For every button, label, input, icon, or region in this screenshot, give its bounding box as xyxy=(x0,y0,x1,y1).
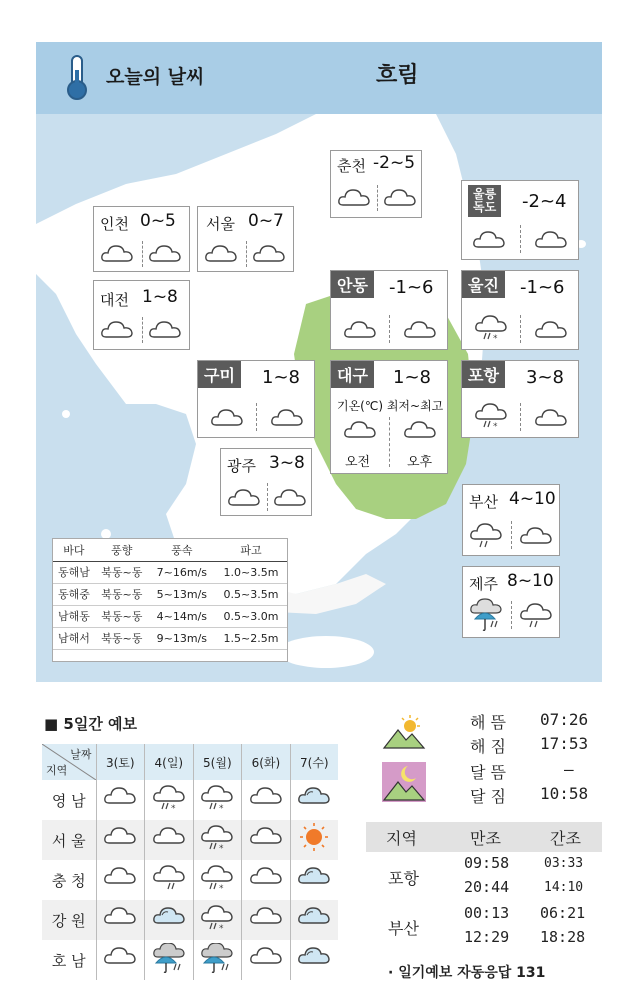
wind-direction: 북동~동 xyxy=(95,583,149,605)
city-temp: 1~8 xyxy=(393,367,431,388)
wind-direction: 북동~동 xyxy=(95,627,149,649)
cloud-icon xyxy=(249,943,283,973)
cloud-rain-snow-icon xyxy=(200,863,234,893)
day-header: 3(토) xyxy=(96,744,145,780)
table-row xyxy=(53,605,287,627)
cloud-icon xyxy=(403,317,437,339)
divider xyxy=(256,403,257,431)
forecast-cell xyxy=(96,940,145,980)
cloud-icon xyxy=(383,185,417,207)
city-name: 울진 xyxy=(462,271,505,298)
city-temp: -2~4 xyxy=(522,191,567,212)
table-row xyxy=(53,627,287,649)
partly-cloudy-icon xyxy=(152,903,186,933)
forecast-cell xyxy=(145,900,194,940)
forecast-region: 호 남 xyxy=(42,940,96,980)
cloud-icon xyxy=(343,417,377,439)
svg-text:*: * xyxy=(493,422,498,431)
cloud-icon xyxy=(252,241,286,263)
tide-low-time: 18:28 xyxy=(540,928,586,946)
table-row xyxy=(42,860,338,900)
am-label: 오전 xyxy=(345,455,371,470)
table-row xyxy=(42,780,338,820)
cloud-rain-snow-icon xyxy=(200,903,234,933)
table-row xyxy=(53,561,287,583)
jeju-island xyxy=(278,636,374,668)
cloud-icon xyxy=(210,405,244,427)
cloud-icon xyxy=(403,417,437,439)
cloud-icon xyxy=(337,185,371,207)
divider xyxy=(389,315,390,343)
city-name: 안동 xyxy=(331,271,374,298)
cloud-icon xyxy=(249,863,283,893)
cloud-rain-snow-icon xyxy=(152,783,186,813)
tide-region: 포항 xyxy=(388,869,419,888)
forecast-table xyxy=(42,744,338,980)
forecast-cell xyxy=(290,780,338,820)
moonset-label: 달 짐 xyxy=(470,787,506,806)
pm-label: 오후 xyxy=(407,455,433,470)
forecast-cell xyxy=(96,820,145,860)
cloud-icon xyxy=(100,241,134,263)
divider xyxy=(267,483,268,511)
city-temp: 0~7 xyxy=(248,211,284,231)
cloud-icon xyxy=(472,227,506,249)
sea-header: 바다 xyxy=(53,539,95,561)
forecast-cell xyxy=(145,820,194,860)
cloud-icon xyxy=(103,863,137,893)
forecast-cell xyxy=(193,820,242,860)
cloud-icon xyxy=(534,317,568,339)
city-name: 광주 xyxy=(227,457,256,475)
city-card-ulleung-dokdo xyxy=(461,180,579,260)
divider xyxy=(377,185,378,211)
city-name: 서울 xyxy=(206,215,235,233)
tide-header-high: 만조 xyxy=(470,829,501,848)
svg-text:*: * xyxy=(219,884,224,893)
wave-height: 1.5~2.5m xyxy=(215,627,287,649)
city-temp: -1~6 xyxy=(520,277,565,298)
cloud-icon xyxy=(100,317,134,339)
forecast-cell xyxy=(242,780,291,820)
weather-summary: 흐림 xyxy=(376,63,419,88)
tide-header-region: 지역 xyxy=(386,829,417,848)
sunset-label: 해 짐 xyxy=(470,737,506,756)
tide-low-time: 14:10 xyxy=(544,880,584,895)
city-temp: -1~6 xyxy=(389,277,434,298)
forecast-cell xyxy=(193,900,242,940)
cloud-rain-snow-icon xyxy=(474,399,508,431)
table-row xyxy=(42,940,338,980)
footer-note: · 일기예보 자동응답 131 xyxy=(388,965,546,981)
sea-area: 남해동 xyxy=(53,605,95,627)
forecast-cell xyxy=(193,860,242,900)
cloud-rain-umbrella-icon xyxy=(200,943,234,973)
temp-legend: 기온(℃) 최저~최고 xyxy=(337,399,444,413)
wave-height: 0.5~3.0m xyxy=(215,605,287,627)
city-name: 춘천 xyxy=(337,157,366,175)
cloud-icon xyxy=(152,823,186,853)
cloud-icon xyxy=(103,943,137,973)
sunrise-mountain-icon xyxy=(382,714,426,750)
sunrise-label: 해 뜸 xyxy=(470,713,506,732)
partly-cloudy-icon xyxy=(297,863,331,893)
moonset-time: 10:58 xyxy=(540,784,589,803)
moonrise-label: 달 뜸 xyxy=(470,763,506,782)
city-name: 울릉 독도 xyxy=(468,185,501,217)
forecast-cell xyxy=(145,780,194,820)
tide-high-time: 20:44 xyxy=(464,878,510,896)
wave-height: 0.5~3.5m xyxy=(215,583,287,605)
forecast-region: 영 남 xyxy=(42,780,96,820)
city-temp: 1~8 xyxy=(142,287,178,307)
city-card-daejeon xyxy=(93,280,190,350)
divider xyxy=(520,315,521,343)
day-header: 6(화) xyxy=(242,744,291,780)
city-name: 포항 xyxy=(462,361,505,388)
cloud-rain-snow-icon xyxy=(200,823,234,853)
day-header: 5(월) xyxy=(193,744,242,780)
divider xyxy=(520,225,521,253)
cloud-rain-icon xyxy=(152,863,186,893)
svg-text:*: * xyxy=(219,924,224,933)
tide-high-time: 12:29 xyxy=(464,928,510,946)
forecast-cell xyxy=(96,780,145,820)
cloud-icon xyxy=(270,405,304,427)
partly-cloudy-icon xyxy=(297,943,331,973)
cloud-icon xyxy=(249,783,283,813)
sea-area: 동해중 xyxy=(53,583,95,605)
tide-low-time: 03:33 xyxy=(544,856,584,871)
forecast-cell xyxy=(96,900,145,940)
svg-text:*: * xyxy=(170,804,176,813)
table-row xyxy=(53,583,287,605)
svg-text:*: * xyxy=(219,804,224,813)
forecast-cell xyxy=(242,900,291,940)
wind-speed: 4~14m/s xyxy=(149,605,215,627)
city-card-uljin xyxy=(461,270,579,350)
tide-low-time: 06:21 xyxy=(540,904,586,922)
city-card-incheon xyxy=(93,206,190,272)
partly-cloudy-icon xyxy=(297,783,331,813)
cloud-icon xyxy=(534,227,568,249)
cloud-icon xyxy=(103,783,137,813)
corner-region-label: 지역 xyxy=(46,764,68,777)
wave-height: 1.0~3.5m xyxy=(215,561,287,583)
wind-direction: 북동~동 xyxy=(95,605,149,627)
table-row xyxy=(42,900,338,940)
table-row xyxy=(42,820,338,860)
day-header: 4(일) xyxy=(145,744,194,780)
tide-table-header xyxy=(366,822,602,852)
cloud-icon xyxy=(103,823,137,853)
cloud-rain-umbrella-icon xyxy=(469,597,505,633)
city-temp: 3~8 xyxy=(526,367,564,388)
cloud-rain-umbrella-icon xyxy=(152,943,186,973)
cloud-rain-icon xyxy=(519,599,553,631)
divider xyxy=(511,521,512,549)
forecast-title: ■ 5일간 예보 xyxy=(44,715,138,733)
forecast-region: 서 울 xyxy=(42,820,96,860)
city-name: 대전 xyxy=(100,291,129,309)
cloud-rain-snow-icon xyxy=(200,783,234,813)
city-card-andong xyxy=(330,270,448,350)
city-name: 제주 xyxy=(469,575,498,593)
svg-text:*: * xyxy=(493,334,498,343)
forecast-region: 강 원 xyxy=(42,900,96,940)
sea-header: 파고 xyxy=(215,539,287,561)
city-card-busan xyxy=(462,484,560,556)
sea-conditions-table xyxy=(52,538,288,662)
forecast-cell xyxy=(145,940,194,980)
sea-header: 풍속 xyxy=(149,539,215,561)
page-title: 오늘의 날씨 xyxy=(106,66,205,88)
forecast-cell xyxy=(290,820,338,860)
tide-high-time: 00:13 xyxy=(464,904,510,922)
divider xyxy=(142,317,143,343)
city-temp: 0~5 xyxy=(140,211,176,231)
partly-cloudy-icon xyxy=(297,903,331,933)
moonrise-mountain-icon xyxy=(382,762,426,802)
wind-direction: 북동~동 xyxy=(95,561,149,583)
city-card-gwangju xyxy=(220,448,312,516)
cloud-icon xyxy=(204,241,238,263)
sunrise-time: 07:26 xyxy=(540,710,589,729)
cloud-rain-snow-icon xyxy=(474,311,508,343)
day-header: 7(수) xyxy=(290,744,338,780)
forecast-cell xyxy=(193,940,242,980)
city-name: 부산 xyxy=(469,493,498,511)
city-temp: 3~8 xyxy=(269,453,305,473)
sun-icon xyxy=(297,823,331,853)
divider xyxy=(511,601,512,629)
city-name: 구미 xyxy=(198,361,241,388)
forecast-region: 충 청 xyxy=(42,860,96,900)
forecast-cell xyxy=(193,780,242,820)
sea-area: 남해서 xyxy=(53,627,95,649)
forecast-corner xyxy=(42,744,96,780)
cloud-icon xyxy=(273,485,307,507)
cloud-icon xyxy=(148,317,182,339)
divider xyxy=(142,241,143,267)
city-temp: 4~10 xyxy=(509,489,556,509)
moonrise-time: – xyxy=(564,760,574,779)
corner-date-label: 날짜 xyxy=(70,748,92,761)
sea-area: 동해남 xyxy=(53,561,95,583)
city-card-chuncheon xyxy=(330,150,422,218)
forecast-cell xyxy=(242,940,291,980)
cloud-icon xyxy=(249,823,283,853)
divider xyxy=(246,241,247,267)
forecast-cell xyxy=(290,900,338,940)
wind-speed: 5~13m/s xyxy=(149,583,215,605)
sunset-time: 17:53 xyxy=(540,734,589,753)
city-temp: 8~10 xyxy=(507,571,554,591)
cloud-icon xyxy=(103,903,137,933)
divider xyxy=(520,403,521,431)
cloud-icon xyxy=(227,485,261,507)
forecast-cell xyxy=(242,860,291,900)
cloud-icon xyxy=(249,903,283,933)
city-name: 대구 xyxy=(331,361,374,388)
city-name: 인천 xyxy=(100,215,129,233)
cloud-icon xyxy=(148,241,182,263)
forecast-cell xyxy=(290,940,338,980)
tide-region: 부산 xyxy=(388,919,419,938)
sea-header: 풍향 xyxy=(95,539,149,561)
city-card-pohang xyxy=(461,360,579,438)
forecast-cell xyxy=(145,860,194,900)
wind-speed: 9~13m/s xyxy=(149,627,215,649)
city-temp: 1~8 xyxy=(262,367,300,388)
cloud-icon xyxy=(519,523,553,545)
cloud-icon xyxy=(534,405,568,427)
forecast-cell xyxy=(242,820,291,860)
city-card-gumi xyxy=(197,360,315,438)
cloud-icon xyxy=(343,317,377,339)
city-card-seoul xyxy=(197,206,294,272)
forecast-cell xyxy=(290,860,338,900)
svg-text:*: * xyxy=(219,844,224,853)
tide-high-time: 09:58 xyxy=(464,854,510,872)
city-card-daegu xyxy=(330,360,448,474)
forecast-cell xyxy=(96,860,145,900)
tide-header-low: 간조 xyxy=(550,829,581,848)
wind-speed: 7~16m/s xyxy=(149,561,215,583)
divider xyxy=(389,417,390,467)
cloud-rain-icon xyxy=(469,519,503,551)
city-temp: -2~5 xyxy=(373,153,416,173)
city-card-jeju xyxy=(462,566,560,638)
thermometer-icon xyxy=(62,52,92,102)
